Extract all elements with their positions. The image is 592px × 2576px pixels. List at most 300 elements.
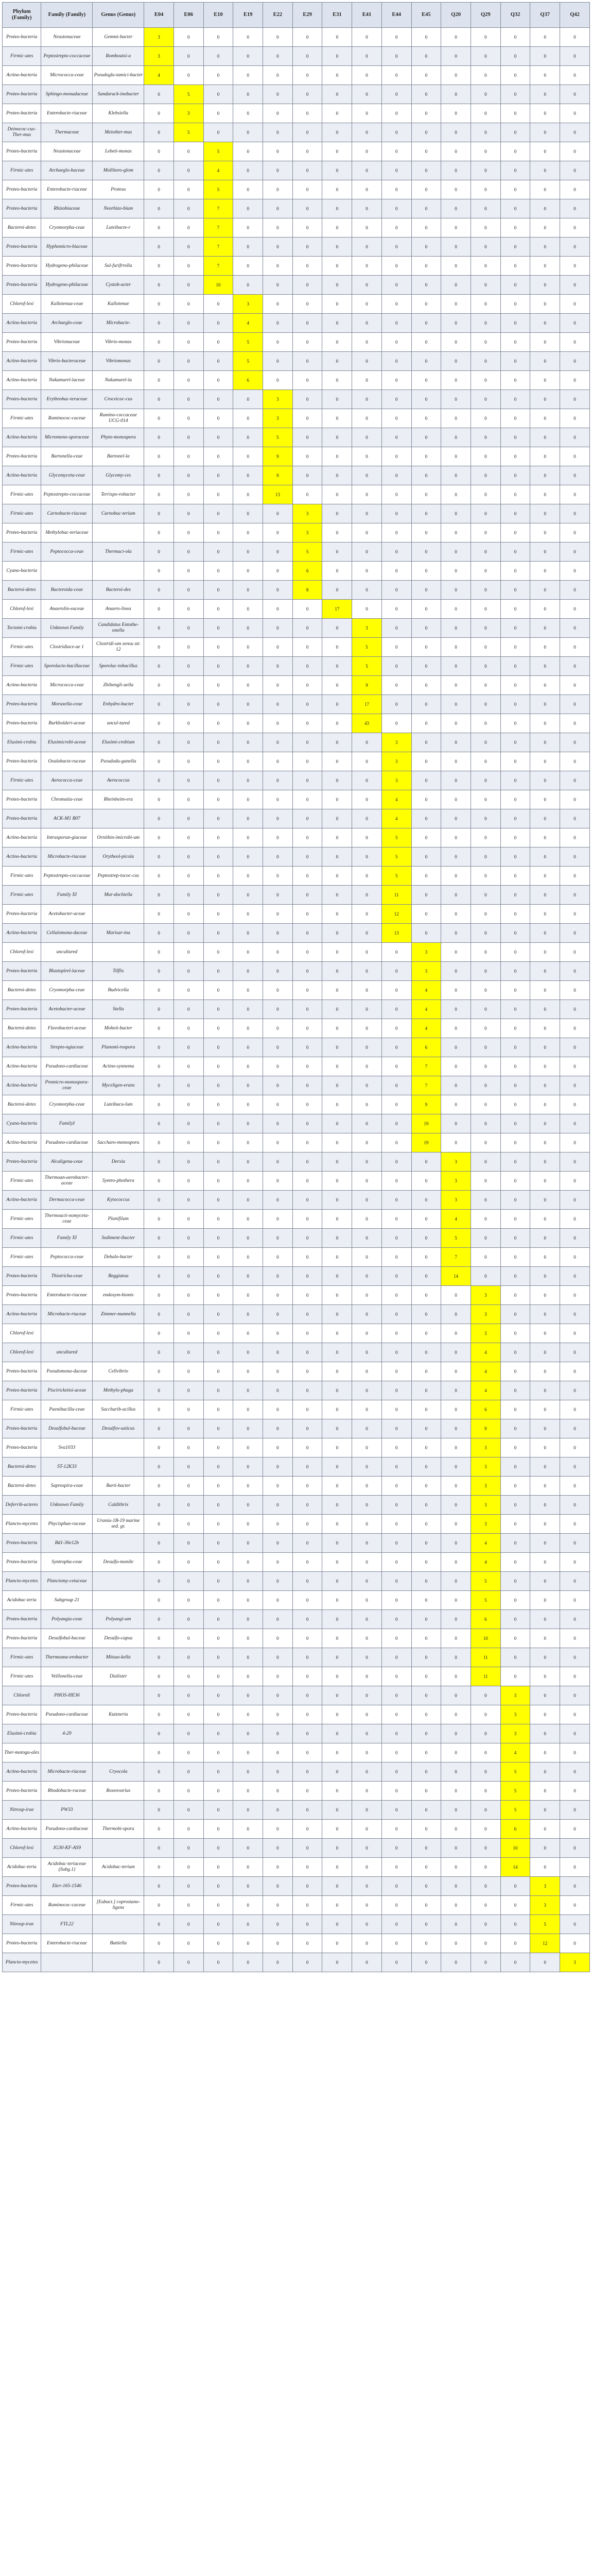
column-header: Q29 — [471, 3, 500, 28]
count-cell: 0 — [500, 1400, 530, 1419]
count-cell: 0 — [173, 905, 203, 924]
family-cell: Hyphomicro-biaceae — [41, 238, 93, 257]
count-cell: 4 — [471, 1553, 500, 1572]
count-cell: 0 — [471, 504, 500, 523]
family-cell: Burkholderi-aceae — [41, 714, 93, 733]
count-cell: 0 — [381, 1801, 411, 1820]
count-cell: 0 — [500, 47, 530, 66]
count-cell: 0 — [441, 828, 471, 848]
count-cell: 0 — [144, 1057, 174, 1076]
count-cell: 0 — [500, 1534, 530, 1553]
count-cell: 0 — [411, 1267, 441, 1286]
count-cell: 0 — [411, 1934, 441, 1953]
count-cell: 0 — [500, 695, 530, 714]
count-cell: 0 — [233, 981, 263, 1000]
count-cell: 6 — [292, 562, 322, 581]
family-cell: Thermoan-aerobacter-aceae — [41, 1172, 93, 1191]
table-row — [3, 1248, 590, 1267]
table-row — [3, 562, 590, 581]
count-cell: 0 — [441, 1076, 471, 1095]
count-cell: 0 — [263, 1553, 293, 1572]
count-cell: 0 — [352, 1629, 382, 1648]
count-cell: 0 — [173, 390, 203, 409]
count-cell: 3 — [471, 1305, 500, 1324]
count-cell: 3 — [263, 409, 293, 428]
count-cell: 0 — [381, 352, 411, 371]
count-cell: 0 — [322, 714, 352, 733]
count-cell: 0 — [263, 581, 293, 600]
count-cell: 0 — [144, 523, 174, 543]
count-cell: 0 — [352, 1248, 382, 1267]
count-cell: 0 — [322, 1953, 352, 1972]
count-cell: 0 — [263, 1057, 293, 1076]
count-cell: 3 — [530, 1877, 560, 1896]
count-cell: 0 — [173, 1629, 203, 1648]
count-cell: 0 — [263, 848, 293, 867]
count-cell: 3 — [471, 1515, 500, 1534]
count-cell: 0 — [233, 752, 263, 771]
count-cell: 0 — [352, 924, 382, 943]
count-cell: 0 — [471, 466, 500, 485]
count-cell: 0 — [500, 1877, 530, 1896]
count-cell: 0 — [292, 981, 322, 1000]
phylum-cell: Bacteroi-detes — [3, 1477, 41, 1496]
count-cell: 0 — [530, 809, 560, 828]
count-cell: 0 — [352, 371, 382, 390]
count-cell: 0 — [292, 657, 322, 676]
phylum-cell: Elusimi-crobia — [3, 1724, 41, 1743]
count-cell: 0 — [263, 828, 293, 848]
phylum-cell: Plancto-mycetes — [3, 1953, 41, 1972]
count-cell: 0 — [173, 1191, 203, 1210]
count-cell: 0 — [233, 1477, 263, 1496]
count-cell: 0 — [500, 371, 530, 390]
count-cell: 0 — [322, 428, 352, 447]
genus-cell: Klebsiella — [93, 104, 144, 123]
count-cell: 0 — [292, 1934, 322, 1953]
phylum-cell: Actino-bacteria — [3, 1191, 41, 1210]
count-cell: 0 — [322, 771, 352, 790]
count-cell: 0 — [233, 447, 263, 466]
count-cell: 0 — [144, 905, 174, 924]
count-cell: 0 — [560, 1839, 590, 1858]
phylum-cell: Cyano-bacteria — [3, 1114, 41, 1133]
count-cell: 0 — [292, 314, 322, 333]
count-cell: 0 — [530, 1629, 560, 1648]
count-cell: 0 — [322, 981, 352, 1000]
family-cell: Cryomorpha-ceae — [41, 218, 93, 238]
count-cell: 3 — [530, 1896, 560, 1915]
count-cell: 0 — [500, 180, 530, 199]
count-cell: 0 — [322, 1724, 352, 1743]
count-cell: 0 — [411, 1153, 441, 1172]
count-cell: 0 — [560, 1801, 590, 1820]
family-cell: Family XI — [41, 886, 93, 905]
count-cell: 0 — [471, 981, 500, 1000]
count-cell: 0 — [322, 1915, 352, 1934]
count-cell: 0 — [411, 848, 441, 867]
count-cell: 0 — [471, 1019, 500, 1038]
count-cell: 5 — [233, 333, 263, 352]
count-cell: 0 — [441, 218, 471, 238]
phylum-cell: Proteo-bacteria — [3, 85, 41, 104]
count-cell: 0 — [471, 962, 500, 981]
count-cell: 0 — [381, 447, 411, 466]
count-cell: 0 — [441, 257, 471, 276]
count-cell: 0 — [560, 1934, 590, 1953]
count-cell: 0 — [352, 1839, 382, 1858]
count-cell: 0 — [411, 1953, 441, 1972]
table-row — [3, 142, 590, 161]
count-cell: 0 — [292, 1458, 322, 1477]
count-cell: 0 — [560, 848, 590, 867]
count-cell: 0 — [263, 199, 293, 218]
count-cell: 0 — [441, 600, 471, 619]
count-cell: 0 — [292, 1038, 322, 1057]
count-cell: 0 — [292, 1915, 322, 1934]
phylum-cell: Actino-bacteria — [3, 428, 41, 447]
table-row — [3, 657, 590, 676]
count-cell: 0 — [471, 485, 500, 504]
count-cell: 0 — [292, 1782, 322, 1801]
genus-cell — [93, 1458, 144, 1477]
count-cell: 3 — [144, 28, 174, 47]
phylum-cell: Firmic-utes — [3, 504, 41, 523]
count-cell: 0 — [530, 1248, 560, 1267]
count-cell: 0 — [381, 409, 411, 428]
genus-cell: Desulfo-capsa — [93, 1629, 144, 1648]
count-cell: 0 — [471, 1839, 500, 1858]
count-cell: 0 — [381, 1095, 411, 1114]
count-cell: 0 — [352, 1381, 382, 1400]
count-cell: 5 — [352, 657, 382, 676]
count-cell: 0 — [471, 47, 500, 66]
count-cell: 0 — [203, 1076, 233, 1095]
count-cell: 0 — [381, 1820, 411, 1839]
count-cell: 0 — [263, 257, 293, 276]
table-row — [3, 1743, 590, 1762]
table-row — [3, 1953, 590, 1972]
count-cell: 0 — [292, 1343, 322, 1362]
count-cell: 0 — [352, 180, 382, 199]
phylum-cell: Firmic-utes — [3, 1648, 41, 1667]
count-cell: 0 — [441, 1953, 471, 1972]
count-cell: 0 — [441, 66, 471, 85]
count-cell: 0 — [530, 943, 560, 962]
count-cell: 0 — [173, 1229, 203, 1248]
count-cell: 0 — [411, 562, 441, 581]
count-cell: 0 — [560, 180, 590, 199]
genus-cell: Proteus — [93, 180, 144, 199]
genus-cell — [93, 1953, 144, 1972]
count-cell: 9 — [352, 676, 382, 695]
count-cell: 0 — [233, 1534, 263, 1553]
count-cell: 0 — [292, 1076, 322, 1095]
count-cell: 0 — [471, 581, 500, 600]
count-cell: 0 — [292, 390, 322, 409]
family-cell: Phycisphae-raceae — [41, 1515, 93, 1534]
count-cell: 0 — [352, 1057, 382, 1076]
count-cell: 0 — [322, 1877, 352, 1896]
count-cell: 0 — [352, 276, 382, 295]
family-cell: Neustonaceae — [41, 142, 93, 161]
count-cell: 0 — [500, 28, 530, 47]
column-header: E10 — [203, 3, 233, 28]
count-cell: 0 — [292, 1210, 322, 1229]
family-cell: Family XI — [41, 1229, 93, 1248]
count-cell: 0 — [530, 1153, 560, 1172]
count-cell: 0 — [173, 619, 203, 638]
genus-cell: Dehalo-bacter — [93, 1248, 144, 1267]
count-cell: 0 — [233, 733, 263, 752]
table-row — [3, 1858, 590, 1877]
phylum-cell: Chlorof-lexi — [3, 943, 41, 962]
table-row — [3, 1839, 590, 1858]
count-cell: 0 — [263, 123, 293, 142]
count-cell: 0 — [500, 1229, 530, 1248]
phylum-cell: Firmic-utes — [3, 1229, 41, 1248]
count-cell: 0 — [381, 638, 411, 657]
count-cell: 0 — [144, 1896, 174, 1915]
count-cell: 0 — [173, 638, 203, 657]
count-cell: 0 — [322, 562, 352, 581]
count-cell: 0 — [381, 1915, 411, 1934]
count-cell: 0 — [441, 161, 471, 180]
count-cell: 0 — [233, 1915, 263, 1934]
count-cell: 0 — [263, 1248, 293, 1267]
count-cell: 0 — [381, 104, 411, 123]
count-cell: 0 — [530, 1782, 560, 1801]
count-cell: 0 — [560, 1305, 590, 1324]
table-row — [3, 638, 590, 657]
count-cell: 0 — [173, 1953, 203, 1972]
count-cell: 0 — [471, 409, 500, 428]
count-cell: 0 — [530, 1133, 560, 1153]
count-cell: 0 — [560, 142, 590, 161]
table-row — [3, 523, 590, 543]
count-cell: 0 — [292, 371, 322, 390]
count-cell: 0 — [292, 180, 322, 199]
count-cell: 0 — [173, 1477, 203, 1496]
genus-cell: Methylo-phaga — [93, 1381, 144, 1400]
count-cell: 0 — [441, 1400, 471, 1419]
count-cell: 0 — [530, 1820, 560, 1839]
count-cell: 0 — [144, 1419, 174, 1438]
count-cell: 0 — [173, 543, 203, 562]
count-cell: 0 — [530, 1610, 560, 1629]
count-cell: 0 — [292, 257, 322, 276]
count-cell: 0 — [381, 1305, 411, 1324]
table-row — [3, 543, 590, 562]
count-cell: 0 — [471, 771, 500, 790]
count-cell: 0 — [411, 47, 441, 66]
count-cell: 0 — [322, 295, 352, 314]
table-row — [3, 619, 590, 638]
count-cell: 0 — [292, 1858, 322, 1877]
count-cell: 0 — [144, 619, 174, 638]
count-cell: 0 — [292, 1000, 322, 1019]
table-row — [3, 1438, 590, 1458]
genus-cell: endosym-bionts — [93, 1286, 144, 1305]
count-cell: 0 — [292, 85, 322, 104]
table-row — [3, 1191, 590, 1210]
count-cell: 0 — [500, 1076, 530, 1095]
count-cell: 0 — [263, 1782, 293, 1801]
count-cell: 0 — [233, 485, 263, 504]
count-cell: 0 — [263, 238, 293, 257]
count-cell: 0 — [471, 943, 500, 962]
count-cell: 0 — [530, 714, 560, 733]
count-cell: 0 — [560, 1019, 590, 1038]
count-cell: 0 — [322, 1705, 352, 1724]
count-cell: 0 — [560, 314, 590, 333]
count-cell: 0 — [203, 1743, 233, 1762]
count-cell: 0 — [560, 733, 590, 752]
genus-cell: Buttiella — [93, 1934, 144, 1953]
count-cell: 0 — [500, 218, 530, 238]
count-cell: 0 — [144, 1095, 174, 1114]
count-cell: 0 — [233, 1305, 263, 1324]
count-cell: 5 — [500, 1801, 530, 1820]
count-cell: 0 — [560, 1267, 590, 1286]
genus-cell: Thermaci-ola — [93, 543, 144, 562]
count-cell: 0 — [173, 1419, 203, 1438]
count-cell: 0 — [500, 1019, 530, 1038]
count-cell: 0 — [500, 1629, 530, 1648]
count-cell: 0 — [352, 962, 382, 981]
count-cell: 0 — [233, 1896, 263, 1915]
count-cell: 0 — [263, 1953, 293, 1972]
count-cell: 0 — [263, 1324, 293, 1343]
count-cell: 0 — [411, 771, 441, 790]
count-cell: 0 — [441, 657, 471, 676]
genus-cell: Beggiatoa — [93, 1267, 144, 1286]
table-row — [3, 1095, 590, 1114]
count-cell: 0 — [471, 1820, 500, 1839]
count-cell: 0 — [173, 1324, 203, 1343]
count-cell: 0 — [441, 1381, 471, 1400]
count-cell: 0 — [411, 199, 441, 218]
count-cell: 0 — [233, 1934, 263, 1953]
count-cell: 0 — [352, 886, 382, 905]
count-cell: 0 — [530, 1953, 560, 1972]
count-cell: 0 — [441, 523, 471, 543]
count-cell: 0 — [500, 1438, 530, 1458]
count-cell: 0 — [381, 600, 411, 619]
count-cell: 0 — [173, 485, 203, 504]
count-cell: 0 — [352, 905, 382, 924]
count-cell: 0 — [233, 409, 263, 428]
count-cell: 0 — [144, 314, 174, 333]
table-row — [3, 1686, 590, 1705]
count-cell: 0 — [560, 28, 590, 47]
family-cell: Enterobacte-riaceae — [41, 104, 93, 123]
count-cell: 0 — [144, 1305, 174, 1324]
count-cell: 0 — [530, 1038, 560, 1057]
family-cell: Ruminococ-caceae — [41, 409, 93, 428]
phylum-cell: Proteo-bacteria — [3, 199, 41, 218]
count-cell: 0 — [560, 1496, 590, 1515]
count-cell: 0 — [500, 1667, 530, 1686]
count-cell: 0 — [560, 1229, 590, 1248]
count-cell: 0 — [233, 1381, 263, 1400]
table-row — [3, 218, 590, 238]
count-cell: 0 — [441, 1496, 471, 1515]
count-cell: 0 — [203, 1496, 233, 1515]
count-cell: 0 — [560, 828, 590, 848]
phylum-cell: Actino-bacteria — [3, 466, 41, 485]
count-cell: 0 — [471, 1191, 500, 1210]
count-cell: 0 — [560, 1877, 590, 1896]
count-cell: 0 — [203, 295, 233, 314]
table-row — [3, 47, 590, 66]
count-cell: 0 — [173, 1934, 203, 1953]
count-cell: 0 — [322, 1934, 352, 1953]
count-cell: 0 — [560, 47, 590, 66]
count-cell: 0 — [530, 142, 560, 161]
count-cell: 4 — [203, 161, 233, 180]
count-cell: 0 — [530, 1515, 560, 1534]
count-cell: 0 — [144, 638, 174, 657]
table-row — [3, 1362, 590, 1381]
count-cell: 0 — [292, 1267, 322, 1286]
count-cell: 0 — [500, 352, 530, 371]
family-cell: Micrococca-ceae — [41, 66, 93, 85]
count-cell: 0 — [203, 733, 233, 752]
count-cell: 0 — [530, 1477, 560, 1496]
count-cell: 0 — [500, 1000, 530, 1019]
count-cell: 5 — [471, 1572, 500, 1591]
count-cell: 0 — [292, 28, 322, 47]
count-cell: 0 — [233, 1610, 263, 1629]
count-cell: 0 — [471, 257, 500, 276]
count-cell: 0 — [144, 1686, 174, 1705]
count-cell: 0 — [203, 1877, 233, 1896]
count-cell: 0 — [144, 257, 174, 276]
count-cell: 0 — [352, 257, 382, 276]
count-cell: 0 — [322, 1095, 352, 1114]
count-cell: 0 — [441, 1362, 471, 1381]
family-cell: Vibrio-bacteraceae — [41, 352, 93, 371]
count-cell: 0 — [322, 1648, 352, 1667]
count-cell: 0 — [411, 1477, 441, 1496]
table-row — [3, 238, 590, 257]
count-cell: 0 — [292, 1095, 322, 1114]
count-cell: 0 — [322, 104, 352, 123]
count-cell: 0 — [352, 352, 382, 371]
count-cell: 0 — [471, 1076, 500, 1095]
count-cell: 0 — [560, 943, 590, 962]
count-cell: 0 — [322, 905, 352, 924]
count-cell: 0 — [292, 867, 322, 886]
count-cell: 3 — [560, 1953, 590, 1972]
count-cell: 0 — [292, 752, 322, 771]
family-cell: Moraxella-ceae — [41, 695, 93, 714]
count-cell: 0 — [292, 676, 322, 695]
count-cell: 0 — [263, 28, 293, 47]
count-cell: 0 — [471, 123, 500, 142]
count-cell: 0 — [411, 1381, 441, 1400]
family-cell: FamilyI — [41, 1114, 93, 1133]
count-cell: 0 — [322, 1438, 352, 1458]
count-cell: 0 — [292, 886, 322, 905]
count-cell: 0 — [530, 352, 560, 371]
count-cell: 0 — [500, 66, 530, 85]
count-cell: 0 — [441, 1782, 471, 1801]
count-cell: 0 — [530, 543, 560, 562]
phylum-cell: Proteo-bacteria — [3, 1286, 41, 1305]
count-cell: 0 — [144, 161, 174, 180]
